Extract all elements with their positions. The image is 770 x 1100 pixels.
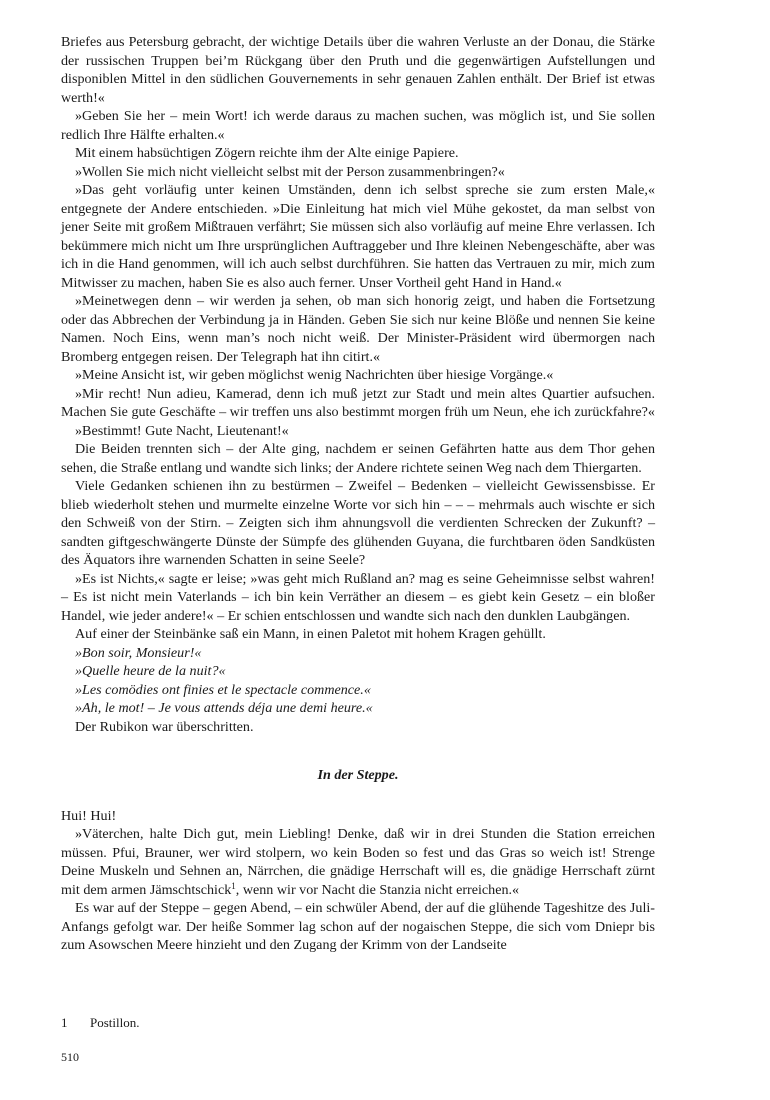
paragraph: »Es ist Nichts,« sagte er leise; »was geht mich Rußland an? mag es seine Geheimnisse selbst wahren! – Es ist nicht mein Vaterlands – ich bin kein Verräther an diesem – es giebt kein Gesetz – ein bloßer Handel, wie jeder andere!« – Er schien entschlossen und wandte sich nach den dunklen Laubgängen. <box>61 570 655 624</box>
paragraph: Viele Gedanken schienen ihn zu bestürmen – Zweifel – Bedenken – vielleicht Gewissensbisse. Er blieb wiederholt stehen und murmelte einzelne Worte vor sich hin – – – mehrmals auch wischte er sich den Schweiß von der Stirn. – Zeigten sich ihm ahnungsvoll die verdienten Schrecken der Zukunft? – sandten giftgeschwängerte Dünste der Sümpfe des glühenden Guyana, die furchtbaren öden Sandküsten des Äquators ihre warnenden Schatten in seine Seele? <box>61 478 655 568</box>
paragraph: »Wollen Sie mich nicht vielleicht selbst mit der Person zusammenbringen?« <box>75 163 505 180</box>
footnote <box>61 1014 655 1032</box>
footnote-number: 1 <box>61 1015 68 1030</box>
footnote-text: Postillon. <box>90 1015 140 1030</box>
paragraph: Auf einer der Steinbänke saß ein Mann, in einen Paletot mit hohem Kragen gehüllt. <box>75 626 546 642</box>
french-dialogue-line: »Quelle heure de la nuit?« <box>75 663 226 679</box>
french-dialogue-line: »Bon soir, Monsieur!« <box>75 644 202 661</box>
paragraph: »Geben Sie her – mein Wort! ich werde daraus zu machen suchen, was möglich ist, und Sie sollen redlich Ihre Hälfte erhalten.« <box>61 108 655 143</box>
french-dialogue-line: »Les comödies ont finies et le spectacle commence.« <box>75 681 371 698</box>
paragraph: »Meine Ansicht ist, wir geben möglichst wenig Nachrichten über hiesige Vorgänge.« <box>75 367 554 383</box>
paragraph <box>61 825 655 899</box>
paragraph: »Bestimmt! Gute Nacht, Lieutenant!« <box>75 422 289 439</box>
paragraph: Hui! Hui! <box>61 807 117 824</box>
paragraph-text: »Väterchen, halte Dich gut, mein Liebling! Denke, daß wir in drei Stunden die Station erreichen müssen. Pfui, Brauner, wer wird stolpern, wo kein Boden so fest und das Gras so weich ist! Strenge Deine Muskeln und Sehnen an, Närrchen, die gnädige Herrschaft will es, die gnädige Herrschaft zürnt mit dem armen Jämschtschick <box>61 826 655 898</box>
body-text <box>61 33 655 955</box>
paragraph: Mit einem habsüchtigen Zögern reichte ihm der Alte einige Papiere. <box>75 145 459 161</box>
footnote-reference[interactable]: 1 <box>231 880 236 891</box>
paragraph: Der Rubikon war überschritten. <box>75 718 254 735</box>
paragraph-text: , wenn wir vor Nacht die Stanzia nicht erreichen.« <box>235 881 520 898</box>
paragraph: Briefes aus Petersburg gebracht, der wichtige Details über die wahren Verluste an der Donau, die Stärke der russischen Truppen bei’m Rückgang über den Pruth und die gegenwärtigen Aufstellungen und disponiblen Mittel in den südlichen Gouvernements in sehr genauen Zahlen enthält. Der Brief ist etwas werth!« <box>61 34 655 106</box>
page-number: 510 <box>61 1050 79 1064</box>
paragraph: Die Beiden trennten sich – der Alte ging, nachdem er seinen Gefährten hatte aus dem Thor gehen sehen, die Straße entlang und wandte sich links; der Andere richtete seinen Weg nach dem Thiergarten. <box>61 441 655 476</box>
paragraph: »Mir recht! Nun adieu, Kamerad, denn ich muß jetzt zur Stadt und mein altes Quartier aufsuchen. Machen Sie gute Geschäfte – wir treffen uns also bestimmt morgen früh um Neun, ehe ich zurückfahre?« <box>61 385 655 420</box>
paragraph: »Meinetwegen denn – wir werden ja sehen, ob man sich honorig zeigt, und haben die Fortsetzung oder das Abbrechen der Verbindung ja in Händen. Geben Sie sich nur keine Blöße und nennen Sie keine Namen. Noch Eins, wenn man’s noch nicht weiß. Der Minister-Präsident wird übermorgen nach Bromberg entgegen reisen. Der Telegraph hat ihn citirt.« <box>61 293 655 365</box>
section-heading: In der Steppe. <box>317 767 399 783</box>
french-dialogue-line: »Ah, le mot! – Je vous attends déja une demi heure.« <box>75 700 373 716</box>
paragraph: Es war auf der Steppe – gegen Abend, – ein schwüler Abend, der auf die glühende Tageshitze des Juli-Anfangs gefolgt war. Der heiße Sommer lag schon auf der nogaischen Steppe, die sich vom Dniepr bis zum Asowschen Meere hinzieht und den Zugang der Krimm von der Landseite <box>61 900 655 953</box>
paragraph: »Das geht vorläufig unter keinen Umständen, denn ich selbst spreche sie zum ersten Male,« entgegnete der Andere entschieden. »Die Einleitung hat mich viel Mühe gekostet, da man selbst von jener Seite mit großem Mißtrauen verfährt; Sie müssen sich also vorläufig auf meine Ehre verlassen. Ich bekümmere mich nicht um Ihre ursprünglichen Auftraggeber und Ihre kleinen Nebengeschäfte, aber was ich in die Hand genommen, will ich auch selbst durchführen. Sie hatten das Vertrauen zu mir, mich zum Mitwisser zu machen, haben Sie es also auch ferner. Unser Vortheil geht Hand in Hand.« <box>61 182 655 291</box>
